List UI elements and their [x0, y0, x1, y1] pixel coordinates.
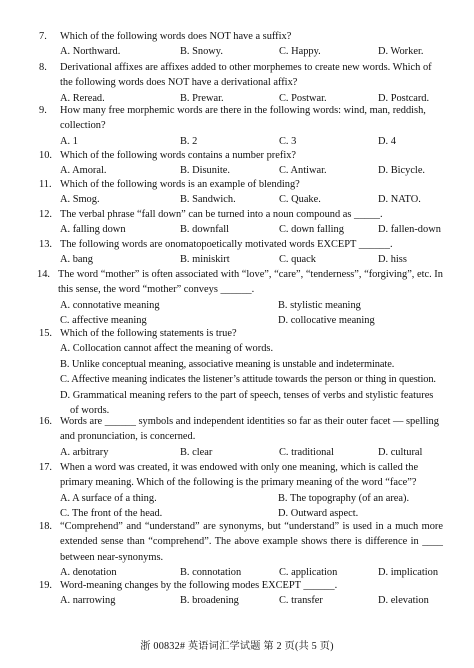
option-b: B. downfall [180, 224, 230, 236]
option-d: D. fallen-down [378, 224, 441, 236]
option-b: B. stylistic meaning [278, 299, 361, 311]
option-c: C. 3 [279, 135, 297, 147]
option-d: D. Grammatical meaning refers to the part of speech, tenses of verbs and stylistic features of words. [60, 389, 434, 417]
question-number: 9. [39, 105, 47, 116]
question-stem: Word-meaning changes by the following modes EXCEPT ______. [60, 580, 338, 591]
question-stem: Which of the following statements is true? [60, 328, 237, 339]
option-d: D. hiss [378, 254, 407, 266]
question-9 [39, 103, 443, 149]
question-stem: The following words are onomatopoetically motivated words EXCEPT ______. [60, 239, 393, 250]
option-b: B. 2 [180, 135, 198, 147]
option-c: C. The front of the head. [60, 508, 163, 520]
option-d: D. Outward aspect. [278, 508, 359, 520]
question-stem: Which of the following words contains a number prefix? [60, 150, 297, 161]
question-stem: The word “mother” is often associated with “love”, “care”, “tenderness”, “forgiving”, etc. In this sense, the word “mother” conveys ______. [58, 269, 443, 296]
question-stem: Derivational affixes are affixes added to other morphemes to create new words. Which of the following words does NOT have a derivational affix? [60, 62, 432, 89]
option-a: A. 1 [60, 135, 78, 147]
question-11 [39, 177, 443, 208]
question-13 [39, 237, 443, 268]
question-number: 17. [39, 462, 52, 473]
question-7 [39, 29, 443, 60]
option-b: B. broadening [180, 595, 239, 607]
option-a: A. narrowing [60, 595, 116, 607]
question-number: 12. [39, 209, 52, 220]
question-stem: “Comprehend” and “understand” are synonyms, but “understand” is used in a much more extended sense than “comprehend”. The above example shows there is difference in ____ between near-synonyms. [60, 521, 443, 563]
option-d: D. 4 [378, 135, 396, 147]
question-stem: How many free morphemic words are there in the following words: wind, man, reddish, collection? [60, 105, 426, 132]
question-number: 15. [39, 328, 52, 339]
question-number: 7. [39, 31, 47, 42]
option-c: C. Antiwar. [279, 165, 327, 177]
option-c: C. traditional [279, 446, 334, 458]
option-d: D. cultural [378, 446, 423, 458]
option-a: A. denotation [60, 567, 117, 579]
option-d: D. NATO. [378, 194, 421, 206]
option-b: B. clear [180, 446, 213, 458]
option-b: B. Unlike conceptual meaning, associative meaning is unstable and indeterminate. [60, 358, 395, 370]
question-number: 16. [39, 416, 52, 427]
question-number: 11. [39, 179, 52, 190]
question-number: 10. [39, 150, 52, 161]
question-stem: When a word was created, it was endowed with only one meaning, which is called the primary meaning. Which of the following is the primary meaning of the word “face”? [60, 462, 419, 489]
option-c: C. down falling [279, 224, 344, 236]
question-number: 18. [39, 521, 52, 532]
option-c: C. Affective meaning indicates the listener’s attitude towards the person or thing in question. [60, 374, 436, 386]
option-d: D. collocative meaning [278, 315, 375, 327]
option-a: A. connotative meaning [60, 299, 160, 311]
question-19 [39, 578, 443, 609]
option-b: B. Prewar. [180, 92, 224, 104]
option-b: B. miniskirt [180, 254, 230, 266]
question-12 [39, 207, 443, 238]
question-stem: Which of the following words is an example of blending? [60, 179, 300, 190]
question-number: 14. [37, 269, 50, 280]
question-number: 8. [39, 62, 47, 73]
option-a: A. Amoral. [60, 165, 107, 177]
question-stem: Which of the following words does NOT have a suffix? [60, 31, 292, 42]
option-b: B. Disunite. [180, 165, 230, 177]
option-b: B. Snowy. [180, 46, 223, 58]
option-d: D. Postcard. [378, 92, 430, 104]
question-14 [37, 267, 443, 329]
option-b: B. connotation [180, 567, 242, 579]
option-d: D. implication [378, 567, 439, 579]
question-number: 13. [39, 239, 52, 250]
option-a: A. Reread. [60, 92, 105, 104]
option-c: C. affective meaning [60, 315, 147, 327]
option-c: C. transfer [279, 595, 323, 607]
option-a: A. falling down [60, 224, 126, 236]
question-18 [39, 519, 443, 581]
option-d: D. Worker. [378, 46, 424, 58]
option-b: B. The topography (of an area). [278, 492, 410, 504]
option-b: B. Sandwich. [180, 194, 236, 206]
question-stem: The verbal phrase “fall down” can be turned into a noun compound as _____. [60, 209, 383, 220]
option-a: A. A surface of a thing. [60, 492, 157, 504]
question-8 [39, 60, 443, 106]
question-10 [39, 148, 443, 179]
option-a: A. arbitrary [60, 446, 109, 458]
option-c: C. quack [279, 254, 316, 266]
question-15 [39, 326, 443, 418]
question-number: 19. [39, 580, 52, 591]
option-a: A. Collocation cannot affect the meaning of words. [60, 343, 274, 355]
option-c: C. Quake. [279, 194, 321, 206]
option-a: A. Smog. [60, 194, 100, 206]
option-a: A. Northward. [60, 46, 121, 58]
option-d: D. elevation [378, 595, 429, 607]
question-stem: Words are ______ symbols and independent identities so far as their outer facet — spelling and pronunciation, is concerned. [60, 416, 439, 443]
option-c: C. Happy. [279, 46, 321, 58]
question-17 [39, 460, 443, 522]
question-16 [39, 414, 443, 460]
option-c: C. Postwar. [279, 92, 327, 104]
option-a: A. bang [60, 254, 93, 266]
option-d: D. Bicycle. [378, 165, 426, 177]
option-c: C. application [279, 567, 338, 579]
page-footer: 浙 00832# 英语词汇学试题 第 2 页(共 5 页) [140, 641, 334, 652]
